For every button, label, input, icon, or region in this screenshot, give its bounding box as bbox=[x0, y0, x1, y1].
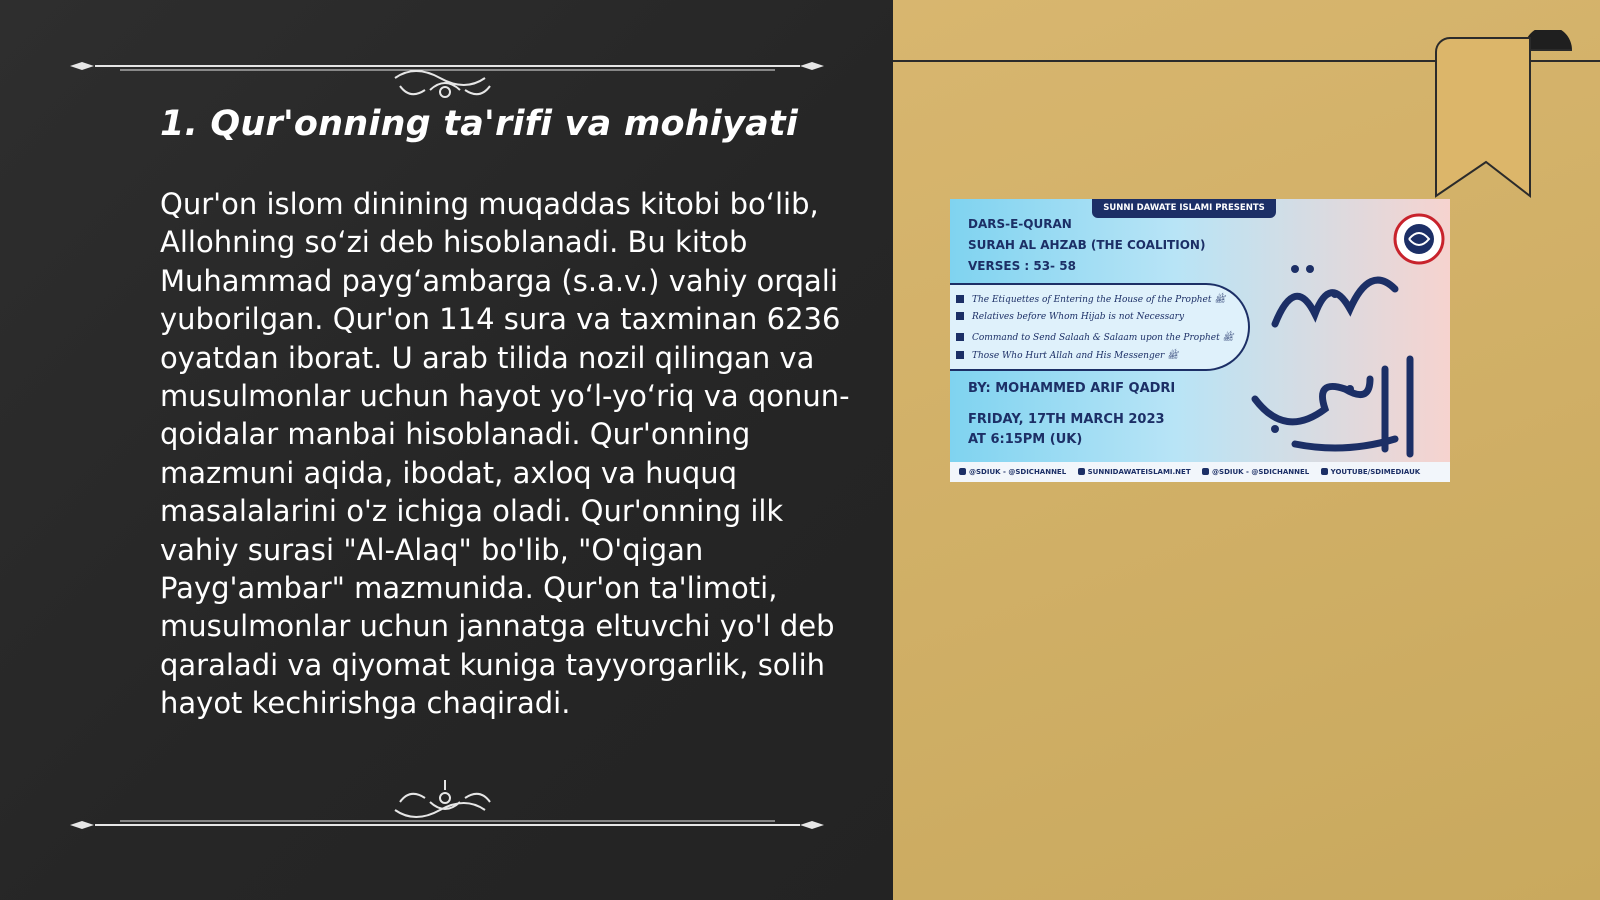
poster-heading-2: SURAH AL AHZAB (THE COALITION) bbox=[968, 238, 1206, 252]
poster-topic: Those Who Hurt Allah and His Messenger ﷺ bbox=[956, 349, 1178, 363]
poster-heading-3: VERSES : 53- 58 bbox=[968, 259, 1076, 273]
poster-topic: Relatives before Whom Hijab is not Necessary bbox=[956, 312, 1184, 322]
poster-footer-item: @SDIUK - @SDICHANNEL bbox=[959, 468, 1066, 476]
poster-seal-logo bbox=[1393, 213, 1445, 265]
poster-topic: The Etiquettes of Entering the House of the Prophet ﷺ bbox=[956, 293, 1225, 307]
poster-time: AT 6:15PM (UK) bbox=[968, 432, 1083, 447]
poster-presenter-tag: SUNNI DAWATE ISLAMI PRESENTS bbox=[1092, 199, 1276, 218]
slide-title: 1. Qur'onning ta'rifi va mohiyati bbox=[160, 104, 799, 144]
poster-heading-1: DARS-E-QURAN bbox=[968, 217, 1072, 231]
poster-topic-box bbox=[950, 283, 1250, 371]
lecture-poster-image bbox=[950, 199, 1450, 482]
poster-footer bbox=[950, 462, 1450, 482]
bookmark-ribbon bbox=[1400, 30, 1600, 200]
poster-speaker: BY: MOHAMMED ARIF QADRI bbox=[968, 381, 1176, 396]
top-ornament-divider bbox=[0, 40, 893, 100]
poster-footer-item: SUNNIDAWATEISLAMI.NET bbox=[1078, 468, 1191, 476]
slide-body-text: Qur'on islom dinining muqaddas kitobi bo‘lib, Allohning so‘zi deb hisoblanadi. Bu kitob Muhammad payg‘ambarga (s.a.v.) vahiy orqali yuborilgan. Qur'on 114 sura va taxminan 6236 oyatdan iborat. U arab tilida nozil qilingan va musulmonlar uchun hayot yo‘l-yo‘riq va qonun-qoidalar manbai hisoblanadi. Qur'onning mazmuni aqida, ibodat, axloq va huquq masalalarini o'z ichiga oladi. Qur'onning ilk vahiy surasi "Al-Alaq" bo'lib, "O'qigan Payg'ambar" mazmunida. Qur'on ta'limoti, musulmonlar uchun jannatga eltuvchi yo'l deb qaraladi va qiyomat kuniga tayyorgarlik, solih hayot kechirishga chaqiradi. bbox=[160, 187, 850, 721]
bottom-ornament-divider bbox=[0, 770, 893, 830]
poster-topic: Command to Send Salaah & Salaam upon the Prophet ﷺ bbox=[956, 331, 1233, 345]
poster-footer-item: YOUTUBE/SDIMEDIAUK bbox=[1321, 468, 1421, 476]
poster-footer-item: @SDIUK - @SDICHANNEL bbox=[1202, 468, 1309, 476]
poster-date: FRIDAY, 17TH MARCH 2023 bbox=[968, 412, 1165, 427]
